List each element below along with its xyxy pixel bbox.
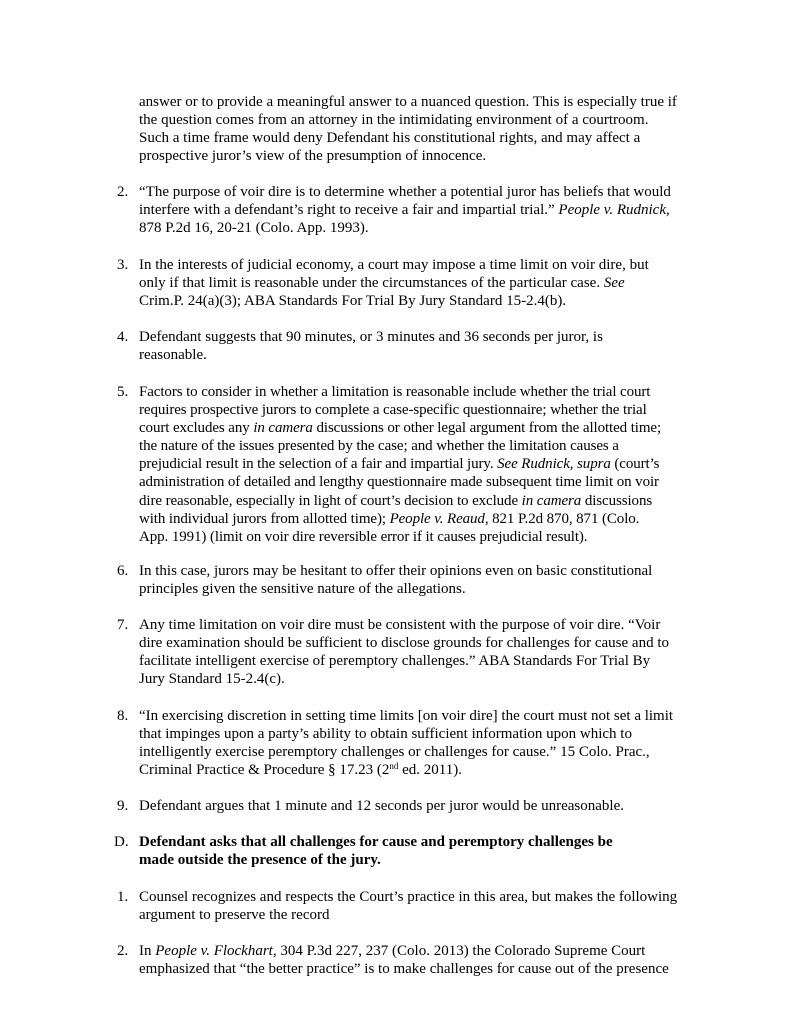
ordinal-superscript: nd [389, 761, 399, 772]
text-line [139, 455, 699, 473]
item-2-paragraph [139, 183, 699, 237]
text-line: Defendant argues that 1 minute and 12 seconds per juror would be unreasonable. [139, 798, 624, 814]
text-line [139, 761, 699, 779]
text-line: Defendant asks that all challenges for cause and peremptory challenges be [139, 834, 613, 850]
text-run: with individual jurors from allotted time); [139, 510, 390, 527]
text-line: Jury Standard 15-2.4(c). [139, 671, 285, 688]
item-9-paragraph [139, 797, 699, 815]
text-run: (court’s [610, 456, 660, 473]
text-line [139, 274, 699, 292]
text-line: “The purpose of voir dire is to determine whether a potential juror has beliefs that would [139, 184, 671, 200]
text-line: made outside the presence of the jury. [139, 852, 381, 869]
text-line: Any time limitation on voir dire must be consistent with the purpose of voir dire. “Voir [139, 617, 661, 633]
lead-paragraph [139, 93, 699, 165]
text-line: App. 1991) (limit on voir dire reversible error if it causes prejudicial result). [139, 528, 588, 545]
text-line [139, 942, 699, 960]
case-citation: People v. Reaud [389, 510, 485, 527]
text-line: the question comes from an attorney in the intimidating environment of a courtroom. [139, 112, 649, 129]
text-line: Factors to consider in whether a limitation is reasonable include whether the trial court [139, 384, 651, 400]
text-run: discussions [581, 492, 653, 509]
text-line: emphasized that “the better practice” is to make challenges for cause out of the presence [139, 961, 669, 978]
text-line [139, 419, 699, 437]
text-line: “In exercising discretion in setting time limits [on voir dire] the court must not set a limit [139, 708, 674, 724]
text-line: Counsel recognizes and respects the Court’s practice in this area, but makes the following [139, 889, 678, 905]
text-run: prejudicial result in the selection of a fair and impartial jury. [139, 456, 498, 473]
latin-term: in camera [521, 492, 582, 509]
text-line [139, 492, 699, 510]
text-line: Defendant suggests that 90 minutes, or 3 minutes and 36 seconds per juror, is [139, 329, 603, 345]
item-number: 4. [117, 329, 129, 345]
text-line: administration of detailed and lengthy questionnaire made subsequent time limit on voir [139, 474, 659, 491]
item-number: 2. [117, 184, 129, 200]
text-line: requires prospective jurors to complete a case-specific questionnaire; whether the trial [139, 402, 647, 419]
text-line: principles given the sensitive nature of the allegations. [139, 581, 466, 598]
item-number: 5. [117, 384, 129, 400]
item-number: 1. [117, 889, 129, 905]
item-number: 2. [117, 943, 129, 959]
item-number: 9. [117, 798, 129, 814]
text-line [139, 510, 699, 528]
text-line: facilitate intelligent exercise of peremptory challenges.” ABA Standards For Trial By [139, 653, 651, 670]
text-run: , [666, 202, 670, 219]
text-run: Criminal Practice & Procedure § 17.23 (2 [139, 762, 390, 779]
item-number: 6. [117, 563, 129, 579]
section-d-heading [139, 833, 699, 869]
text-run: , 821 P.2d 870, 871 (Colo. [484, 510, 640, 527]
text-run: only if that limit is reasonable under the circumstances of the particular case. [139, 275, 604, 292]
d-item-2-paragraph [139, 942, 699, 978]
text-line: argument to preserve the record [139, 907, 330, 924]
text-run: discussions or other legal argument from the allotted time; [312, 420, 662, 437]
item-8-paragraph [139, 707, 699, 779]
case-citation: People v. Flockhart [155, 943, 273, 959]
item-7-paragraph [139, 616, 699, 688]
text-run: interfere with a defendant’s right to receive a fair and impartial trial.” [139, 202, 559, 219]
text-line: In this case, jurors may be hesitant to offer their opinions even on basic constitutional [139, 563, 653, 579]
text-line: Such a time frame would deny Defendant his constitutional rights, and may affect a [139, 130, 641, 147]
item-5-paragraph [139, 383, 699, 546]
section-letter: D. [114, 834, 129, 850]
text-line: that impinges upon a party’s ability to obtain sufficient information upon which to [139, 726, 632, 743]
text-run: dire reasonable, especially in light of court’s decision to exclude [139, 492, 522, 509]
text-line: In the interests of judicial economy, a court may impose a time limit on voir dire, but [139, 257, 649, 273]
item-6-paragraph [139, 562, 699, 598]
case-citation: See Rudnick, supra [497, 456, 611, 473]
item-4-paragraph [139, 328, 699, 364]
text-line: 878 P.2d 16, 20-21 (Colo. App. 1993). [139, 220, 369, 237]
text-run: ed. 2011). [398, 762, 462, 779]
text-run: court excludes any [139, 420, 254, 437]
text-line: answer or to provide a meaningful answer to a nuanced question. This is especially true if [139, 94, 677, 110]
text-line [139, 201, 699, 219]
text-run: In [139, 943, 156, 959]
case-citation: People v. Rudnick [558, 202, 666, 219]
text-line: dire examination should be sufficient to disclose grounds for challenges for cause and to [139, 635, 669, 652]
item-number: 8. [117, 708, 129, 724]
item-number: 3. [117, 257, 129, 273]
latin-term: in camera [253, 420, 313, 437]
text-line: the nature of the issues presented by the case; and whether the limitation causes a [139, 438, 619, 455]
text-line: intelligently exercise peremptory challenges or challenges for cause.” 15 Colo. Prac., [139, 744, 650, 761]
text-run: , 304 P.3d 227, 237 (Colo. 2013) the Colorado Supreme Court [272, 943, 646, 959]
text-line: Crim.P. 24(a)(3); ABA Standards For Trial By Jury Standard 15-2.4(b). [139, 293, 567, 310]
d-item-1-paragraph [139, 888, 699, 924]
item-3-paragraph [139, 256, 699, 310]
item-number: 7. [117, 617, 129, 633]
text-line: prospective juror’s view of the presumption of innocence. [139, 148, 487, 165]
text-line: reasonable. [139, 347, 207, 364]
signal-word: See [603, 275, 625, 292]
